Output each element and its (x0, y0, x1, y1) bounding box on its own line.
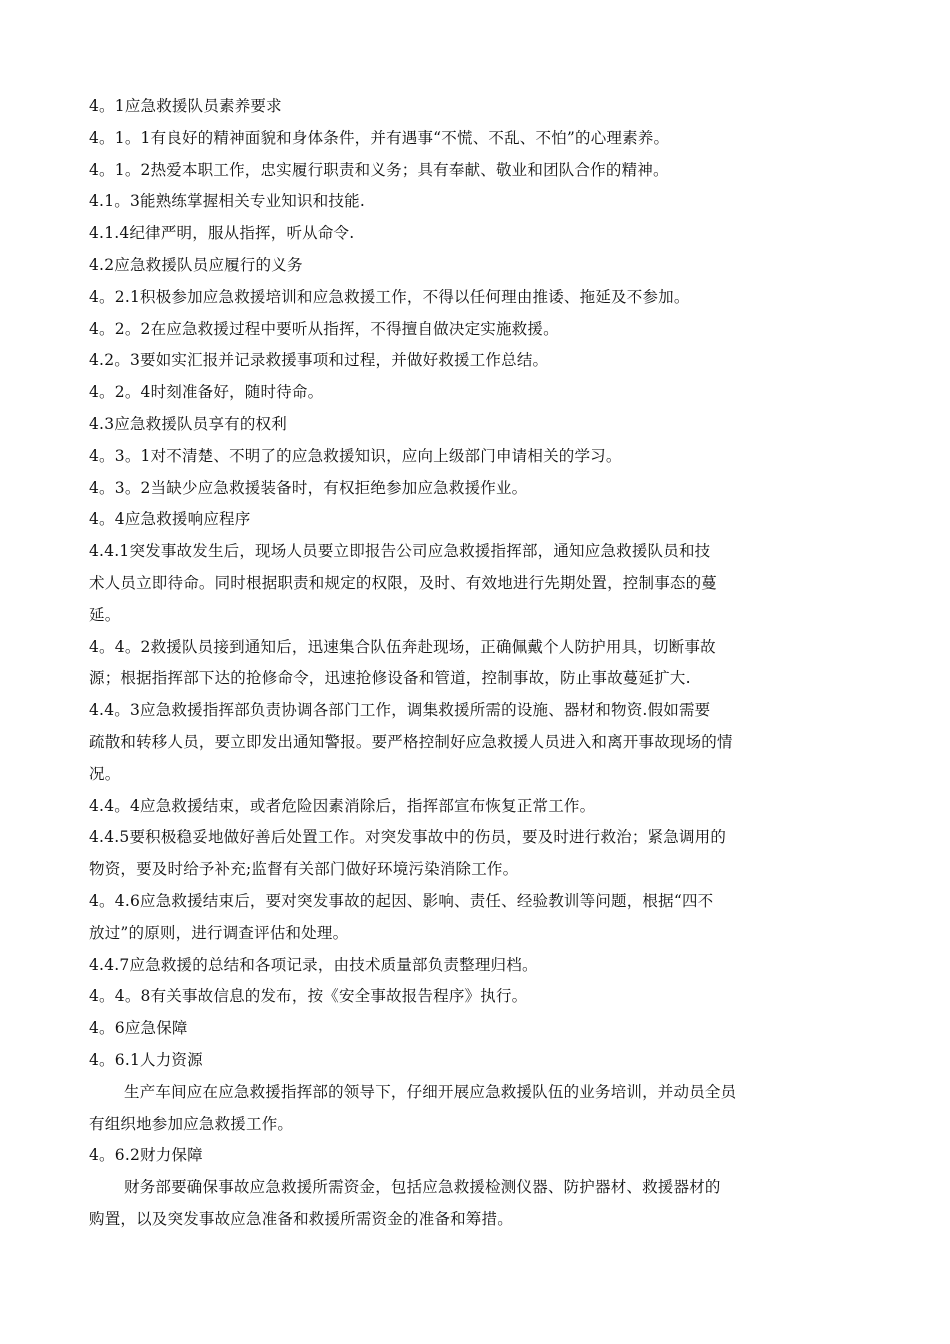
text-line: 4.3应急救援队员享有的权利 (89, 414, 287, 433)
text-line: 4。4应急救援响应程序 (89, 510, 251, 529)
text-line: 4。2。2在应急救援过程中要听从指挥，不得擅自做决定实施救援。 (89, 319, 559, 338)
text-line: 4。4。2救援队员接到通知后，迅速集合队伍奔赴现场，正确佩戴个人防护用具，切断事故 (89, 637, 716, 656)
text-line: 放过”的原则，进行调查评估和处理。 (89, 923, 349, 942)
text-line: 延。 (89, 605, 121, 624)
text-line: 4。3。1对不清楚、不明了的应急救援知识，应向上级部门申请相关的学习。 (89, 446, 622, 465)
text-line: 4.2应急救援队员应履行的义务 (89, 255, 303, 274)
text-line: 4.4。4应急救援结束，或者危险因素消除后，指挥部宣布恢复正常工作。 (89, 796, 596, 815)
text-line: 4.1.4纪律严明，服从指挥，听从命令. (89, 224, 355, 243)
text-line: 财务部要确保事故应急救援所需资金，包括应急救援检测仪器、防护器材、救援器材的 (124, 1178, 721, 1197)
text-line: 4.4。3应急救援指挥部负责协调各部门工作，调集救援所需的设施、器材和物资.假如需要 (89, 701, 711, 720)
text-line: 术人员立即待命。同时根据职责和规定的权限，及时、有效地进行先期处置，控制事态的蔓 (89, 573, 718, 592)
text-line: 4.4.1突发事故发生后，现场人员要立即报告公司应急救援指挥部，通知应急救援队员和技 (89, 542, 711, 561)
text-line: 4。1。2热爱本职工作，忠实履行职责和义务；具有奉献、敬业和团队合作的精神。 (89, 160, 669, 179)
text-line: 有组织地参加应急救援工作。 (89, 1114, 294, 1133)
text-line: 疏散和转移人员，要立即发出通知警报。要严格控制好应急救援人员进入和离开事故现场的情 (89, 732, 733, 751)
text-line: 生产车间应在应急救援指挥部的领导下，仔细开展应急救援队伍的业务培训，并动员全员 (124, 1082, 737, 1101)
text-line: 4.1。3能熟练掌握相关专业知识和技能. (89, 192, 365, 211)
text-line: 4.2。3要如实汇报并记录救援事项和过程，并做好救援工作总结。 (89, 351, 549, 370)
text-line: 4。6应急保障 (89, 1019, 188, 1038)
text-line: 购置，以及突发事故应急准备和救援所需资金的准备和筹措。 (89, 1209, 513, 1228)
text-line: 物资，要及时给予补充;监督有关部门做好环境污染消除工作。 (89, 860, 519, 879)
text-line: 源；根据指挥部下达的抢修命令，迅速抢修设备和管道，控制事故，防止事故蔓延扩大. (89, 669, 691, 688)
text-line: 4。3。2当缺少应急救援装备时，有权拒绝参加应急救援作业。 (89, 478, 528, 497)
text-line: 4。2。4时刻准备好，随时待命。 (89, 383, 324, 402)
text-line: 4.4.5要积极稳妥地做好善后处置工作。对突发事故中的伤员，要及时进行救治；紧急调用的 (89, 828, 727, 847)
text-line: 4。1。1有良好的精神面貌和身体条件，并有遇事“不慌、不乱、不怕”的心理素养。 (89, 128, 670, 147)
text-line: 4。6.2财力保障 (89, 1146, 203, 1165)
document-body (89, 91, 869, 1236)
text-line: 4。2.1积极参加应急救援培训和应急救援工作，不得以任何理由推诿、拖延及不参加。 (89, 287, 690, 306)
text-line: 4.4.7应急救援的总结和各项记录，由技术质量部负责整理归档。 (89, 955, 538, 974)
text-line: 况。 (89, 764, 121, 783)
text-line: 4。6.1人力资源 (89, 1050, 203, 1069)
text-line: 4。1应急救援队员素养要求 (89, 97, 282, 115)
text-line: 4。4。8有关事故信息的发布，按《安全事故报告程序》执行。 (89, 987, 528, 1006)
text-line: 4。4.6应急救援结束后，要对突发事故的起因、影响、责任、经验教训等问题，根据“四不 (89, 891, 714, 910)
